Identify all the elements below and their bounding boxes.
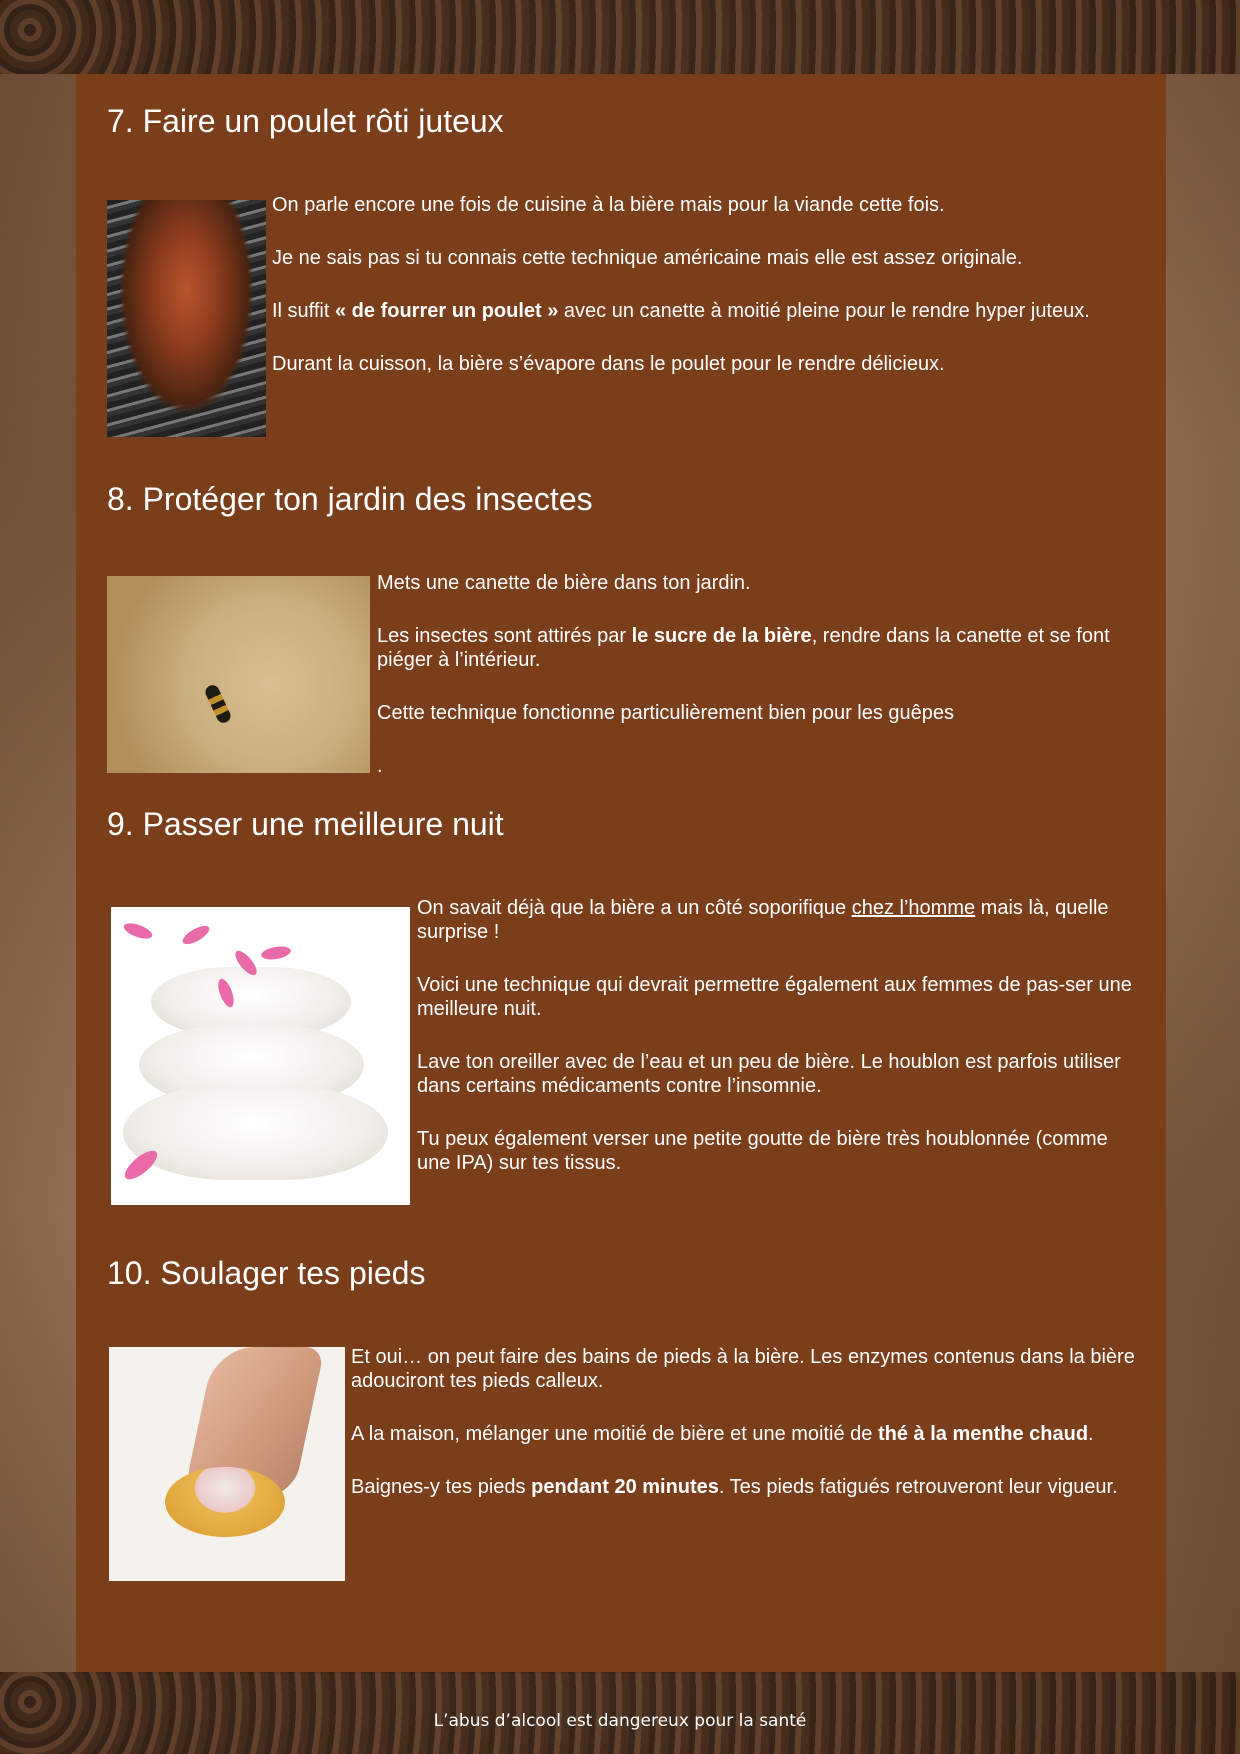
health-warning-footer: L’abus d’alcool est dangereux pour la santé	[433, 1711, 807, 1731]
paragraph: .	[377, 755, 383, 777]
paragraph: Et oui… on peut faire des bains de pieds à la bière. Les enzymes contenus dans la bière adouciront tes pieds calleux.	[351, 1346, 1135, 1392]
paragraph: Baignes-y tes pieds pendant 20 minutes. Tes pieds fatigués retrouveront leur vigueur.	[351, 1476, 1118, 1498]
foot-bath-photo	[109, 1347, 345, 1581]
paragraph: Je ne sais pas si tu connais cette technique américaine mais elle est assez originale.	[272, 247, 1023, 269]
paragraph: On parle encore une fois de cuisine à la bière mais pour la viande cette fois.	[272, 194, 945, 216]
paragraph: A la maison, mélanger une moitié de bière et une moitié de thé à la menthe chaud.	[351, 1423, 1094, 1445]
feather-icon	[180, 922, 212, 947]
section-title-7: 7. Faire un poulet rôti juteux	[107, 103, 504, 139]
paragraph: Voici une technique qui devrait permettre également aux femmes de pas-ser une meilleure nuit.	[417, 974, 1132, 1020]
feather-icon	[122, 920, 154, 942]
paragraph: Les insectes sont attirés par le sucre de la bière, rendre dans la canette et se font piéger à l’intérieur.	[377, 625, 1110, 671]
pillow	[123, 1085, 388, 1180]
section-text-8	[377, 571, 1132, 807]
paragraph: On savait déjà que la bière a un côté soporifique chez l’homme mais là, quelle surprise !	[417, 897, 1109, 943]
section-text-9	[417, 896, 1132, 1204]
wasp-icon	[203, 683, 233, 725]
section-title-8: 8. Protéger ton jardin des insectes	[107, 481, 593, 517]
pillows-feathers-photo	[111, 907, 410, 1205]
paragraph: Tu peux également verser une petite goutte de bière très houblonnée (comme une IPA) sur tes tissus.	[417, 1128, 1108, 1174]
roast-chicken-photo	[107, 200, 266, 437]
wasp-in-beer-photo	[107, 576, 370, 773]
paragraph: Mets une canette de bière dans ton jardin.	[377, 572, 751, 594]
section-text-7	[272, 193, 1132, 405]
feather-icon	[260, 944, 292, 961]
paragraph: Durant la cuisson, la bière s’évapore dans le poulet pour le rendre délicieux.	[272, 353, 945, 375]
paragraph: Lave ton oreiller avec de l’eau et un peu de bière. Le houblon est parfois utiliser dans certains médicaments contre l’insomnie.	[417, 1051, 1121, 1097]
section-text-10	[351, 1345, 1136, 1528]
bowl-shape	[165, 1467, 285, 1537]
section-title-10: 10. Soulager tes pieds	[107, 1255, 426, 1291]
paragraph: Cette technique fonctionne particulièrement bien pour les guêpes	[377, 702, 955, 724]
section-title-9: 9. Passer une meilleure nuit	[107, 806, 504, 842]
paragraph: Il suffit « de fourrer un poulet » avec un canette à moitié pleine pour le rendre hyper juteux.	[272, 300, 1090, 322]
ornament-top-border	[0, 0, 1240, 74]
